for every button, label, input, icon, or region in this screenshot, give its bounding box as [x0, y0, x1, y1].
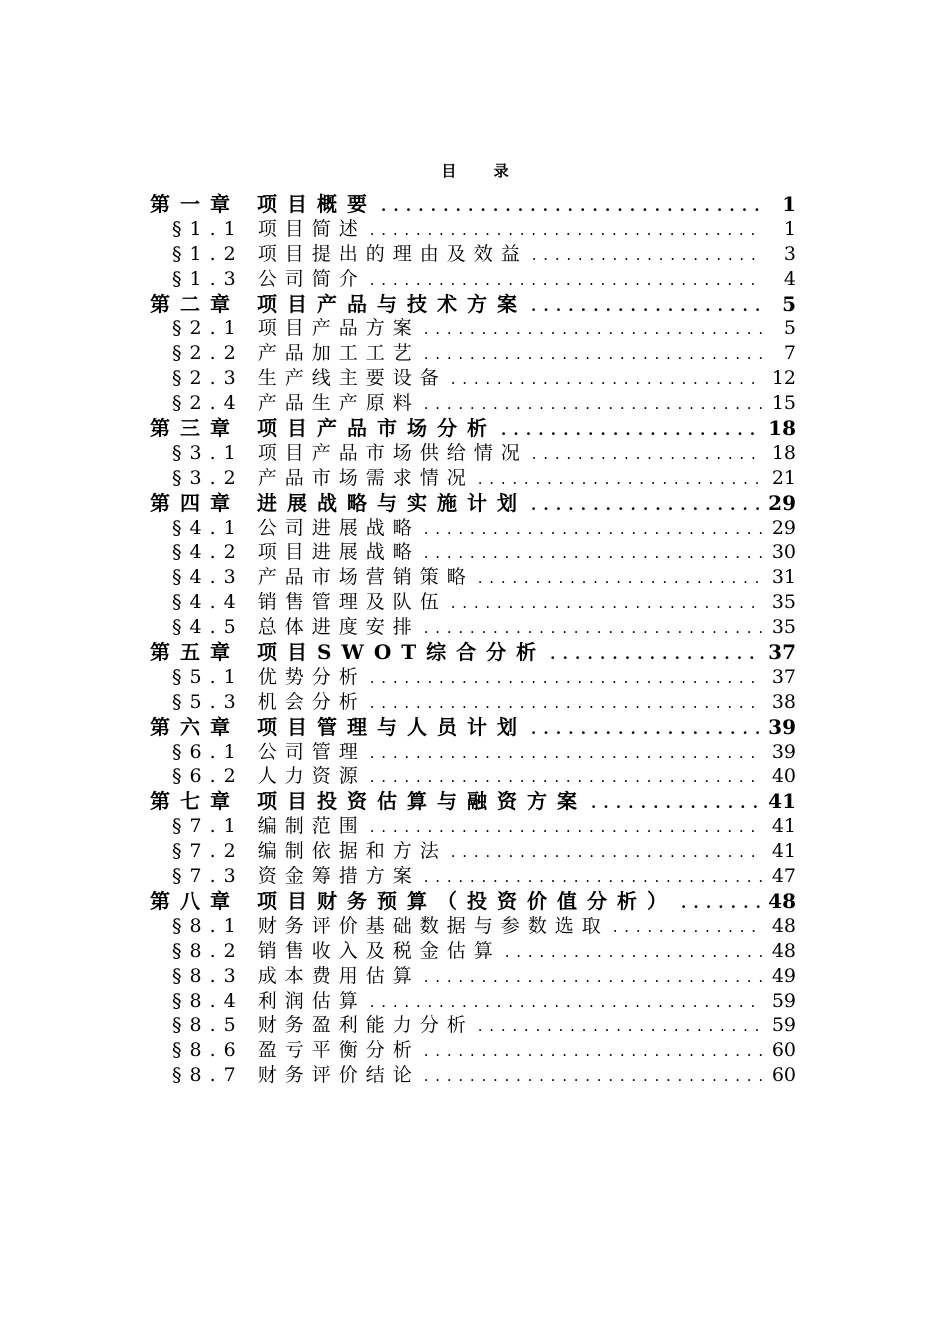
toc-entry-title: §2.4 产品生产原料: [172, 392, 420, 415]
toc-dot-leader: [532, 442, 762, 466]
toc-page-number: 38: [771, 690, 796, 713]
toc-dot-leader: [424, 392, 762, 416]
toc-entry-title: 第二章 项目产品与技术方案: [150, 291, 527, 316]
toc-chapter-entry[interactable]: [150, 715, 796, 740]
toc-chapter-entry[interactable]: [150, 640, 796, 665]
toc-page-number: 40: [771, 765, 796, 788]
toc-section-entry[interactable]: [150, 391, 796, 416]
toc-entry-title: 第七章 项目投资估算与融资方案: [150, 789, 587, 814]
toc-entry-title: §4.3 产品市场营销策略: [172, 566, 474, 589]
toc-section-entry[interactable]: [150, 590, 796, 615]
toc-dot-leader: [370, 990, 762, 1014]
toc-dot-leader: [505, 940, 762, 964]
toc-page-number: 60: [771, 1064, 796, 1087]
toc-page-number: 21: [771, 466, 796, 489]
toc-section-entry[interactable]: [150, 1013, 796, 1038]
toc-entry-title: 第三章 项目产品市场分析: [150, 416, 497, 441]
toc-entry-title: §8.2 销售收入及税金估算: [172, 939, 501, 962]
toc-section-entry[interactable]: [150, 615, 796, 640]
toc-dot-leader: [550, 642, 762, 665]
toc-section-entry[interactable]: [150, 839, 796, 864]
toc-entry-title: §4.1 公司进展战略: [172, 516, 420, 539]
toc-page-number: 41: [771, 815, 796, 838]
toc-page-number: 37: [768, 640, 796, 665]
toc-entry-title: §1.3 公司简介: [172, 267, 366, 290]
toc-page-number: 30: [771, 541, 796, 564]
toc-page-number: 41: [768, 789, 796, 814]
toc-chapter-entry[interactable]: [150, 416, 796, 441]
toc-section-entry[interactable]: [150, 267, 796, 292]
toc-page-number: 15: [771, 392, 796, 415]
toc-title: 目 录: [441, 162, 525, 180]
toc-page-number: 1: [782, 192, 796, 216]
toc-dot-leader: [370, 741, 762, 765]
toc-section-entry[interactable]: [150, 565, 796, 590]
toc-section-entry[interactable]: [150, 316, 796, 341]
toc-dot-leader: [591, 791, 762, 814]
toc-chapter-entry[interactable]: [150, 789, 796, 814]
toc-dot-leader: [451, 591, 762, 615]
toc-page-number: 31: [771, 566, 796, 589]
toc-section-entry[interactable]: [150, 914, 796, 939]
toc-section-entry[interactable]: [150, 740, 796, 765]
toc-entry-title: §6.2 人力资源: [172, 765, 366, 788]
toc-dot-leader: [424, 865, 762, 889]
toc-dot-leader: [501, 418, 762, 441]
toc-entry-title: §8.1 财务评价基础数据与参数选取: [172, 914, 609, 937]
toc-section-entry[interactable]: [150, 516, 796, 541]
toc-page-number: 4: [783, 267, 796, 290]
toc-entry-title: §6.1 公司管理: [172, 740, 366, 763]
toc-section-entry[interactable]: [150, 665, 796, 690]
toc-page-number: 41: [771, 840, 796, 863]
toc-dot-leader: [424, 1064, 762, 1088]
toc-page-number: 18: [768, 416, 796, 441]
toc-chapter-entry[interactable]: [150, 192, 796, 217]
toc-entry-title: §8.7 财务评价结论: [172, 1064, 420, 1087]
toc-section-entry[interactable]: [150, 217, 796, 242]
toc-section-entry[interactable]: [150, 814, 796, 839]
toc-section-entry[interactable]: [150, 466, 796, 491]
toc-dot-leader: [370, 691, 762, 715]
toc-page-number: 12: [771, 367, 796, 390]
toc-entry-title: §3.2 产品市场需求情况: [172, 466, 474, 489]
toc-entry-title: §2.3 生产线主要设备: [172, 367, 447, 390]
toc-page-number: 3: [783, 242, 796, 265]
toc-page-number: 59: [771, 989, 796, 1012]
toc-dot-leader: [370, 218, 762, 242]
toc-entry-title: 第八章 项目财务预算（投资价值分析）: [150, 888, 677, 913]
toc-entry-title: §7.3 资金筹措方案: [172, 865, 420, 888]
toc-dot-leader: [424, 616, 762, 640]
toc-page-number: 1: [783, 217, 796, 240]
toc-page-number: 48: [771, 914, 796, 937]
toc-dot-leader: [424, 541, 762, 565]
toc-entry-title: §5.3 机会分析: [172, 690, 366, 713]
toc-entry-title: §4.4 销售管理及队伍: [172, 591, 447, 614]
toc-entry-title: §1.2 项目提出的理由及效益: [172, 242, 528, 265]
toc-page-number: 48: [771, 939, 796, 962]
toc-section-entry[interactable]: [150, 939, 796, 964]
toc-page-number: 39: [771, 740, 796, 763]
toc-entry-title: §8.3 成本费用估算: [172, 964, 420, 987]
toc-entry-title: §4.2 项目进展战略: [172, 541, 420, 564]
toc-page-number: 60: [771, 1039, 796, 1062]
toc-page-number: 37: [771, 665, 796, 688]
toc-section-entry[interactable]: [150, 989, 796, 1014]
toc-entry-title: §4.5 总体进度安排: [172, 616, 420, 639]
toc-page-number: 29: [771, 516, 796, 539]
toc-dot-leader: [424, 342, 762, 366]
toc-dot-leader: [681, 891, 762, 914]
toc-section-entry[interactable]: [150, 441, 796, 466]
toc-entry-title: §8.4 利润估算: [172, 989, 366, 1012]
toc-dot-leader: [381, 194, 762, 217]
toc-section-entry[interactable]: [150, 690, 796, 715]
toc-entry-title: §2.1 项目产品方案: [172, 317, 420, 340]
toc-page-number: 47: [771, 865, 796, 888]
toc-dot-leader: [532, 243, 762, 267]
toc-entry-title: §1.1 项目简述: [172, 217, 366, 240]
toc-page-number: 18: [771, 441, 796, 464]
toc-page-number: 5: [783, 317, 796, 340]
toc-page-number: 5: [782, 291, 796, 316]
toc-page-number: 49: [771, 964, 796, 987]
toc-dot-leader: [531, 294, 762, 317]
toc-chapter-entry[interactable]: [150, 491, 796, 516]
toc-dot-leader: [370, 815, 762, 839]
toc-page-number: 39: [768, 714, 796, 739]
toc-entry-title: 第一章 项目概要: [150, 192, 377, 216]
toc-page-number: 7: [783, 342, 796, 365]
toc-dot-leader: [613, 915, 762, 939]
toc-section-entry[interactable]: [150, 964, 796, 989]
toc-chapter-entry[interactable]: [150, 292, 796, 317]
toc-dot-leader: [424, 965, 762, 989]
toc-entry-title: 第六章 项目管理与人员计划: [150, 714, 527, 739]
toc-dot-leader: [370, 666, 762, 690]
toc-entry-title: §8.6 盈亏平衡分析: [172, 1039, 420, 1062]
toc-dot-leader: [451, 367, 762, 391]
toc-section-entry[interactable]: [150, 242, 796, 267]
table-of-contents: [150, 192, 796, 1088]
toc-dot-leader: [531, 493, 762, 516]
toc-chapter-entry[interactable]: [150, 889, 796, 914]
toc-entry-title: §7.1 编制范围: [172, 815, 366, 838]
toc-dot-leader: [451, 840, 762, 864]
toc-dot-leader: [531, 717, 762, 740]
toc-dot-leader: [370, 268, 762, 292]
toc-dot-leader: [370, 765, 762, 789]
toc-dot-leader: [424, 1039, 762, 1063]
toc-page-number: 29: [768, 490, 796, 515]
toc-entry-title: 第四章 进展战略与实施计划: [150, 490, 527, 515]
toc-dot-leader: [424, 517, 762, 541]
toc-section-entry[interactable]: [150, 864, 796, 889]
toc-entry-title: §8.5 财务盈利能力分析: [172, 1014, 474, 1037]
toc-dot-leader: [478, 1014, 762, 1038]
toc-section-entry[interactable]: [150, 540, 796, 565]
toc-entry-title: §3.1 项目产品市场供给情况: [172, 441, 528, 464]
toc-section-entry[interactable]: [150, 1038, 796, 1063]
toc-section-entry[interactable]: [150, 764, 796, 789]
toc-entry-title: §5.1 优势分析: [172, 665, 366, 688]
toc-section-entry[interactable]: [150, 1063, 796, 1088]
toc-dot-leader: [478, 467, 762, 491]
toc-section-entry[interactable]: [150, 341, 796, 366]
toc-dot-leader: [424, 317, 762, 341]
toc-entry-title: 第五章 项目SWOT综合分析: [150, 640, 547, 665]
toc-entry-title: §7.2 编制依据和方法: [172, 840, 447, 863]
toc-page-number: 35: [771, 616, 796, 639]
toc-page-number: 59: [771, 1014, 796, 1037]
toc-dot-leader: [478, 566, 762, 590]
toc-page-number: 48: [768, 888, 796, 913]
toc-section-entry[interactable]: [150, 366, 796, 391]
toc-entry-title: §2.2 产品加工工艺: [172, 342, 420, 365]
toc-page-number: 35: [771, 591, 796, 614]
